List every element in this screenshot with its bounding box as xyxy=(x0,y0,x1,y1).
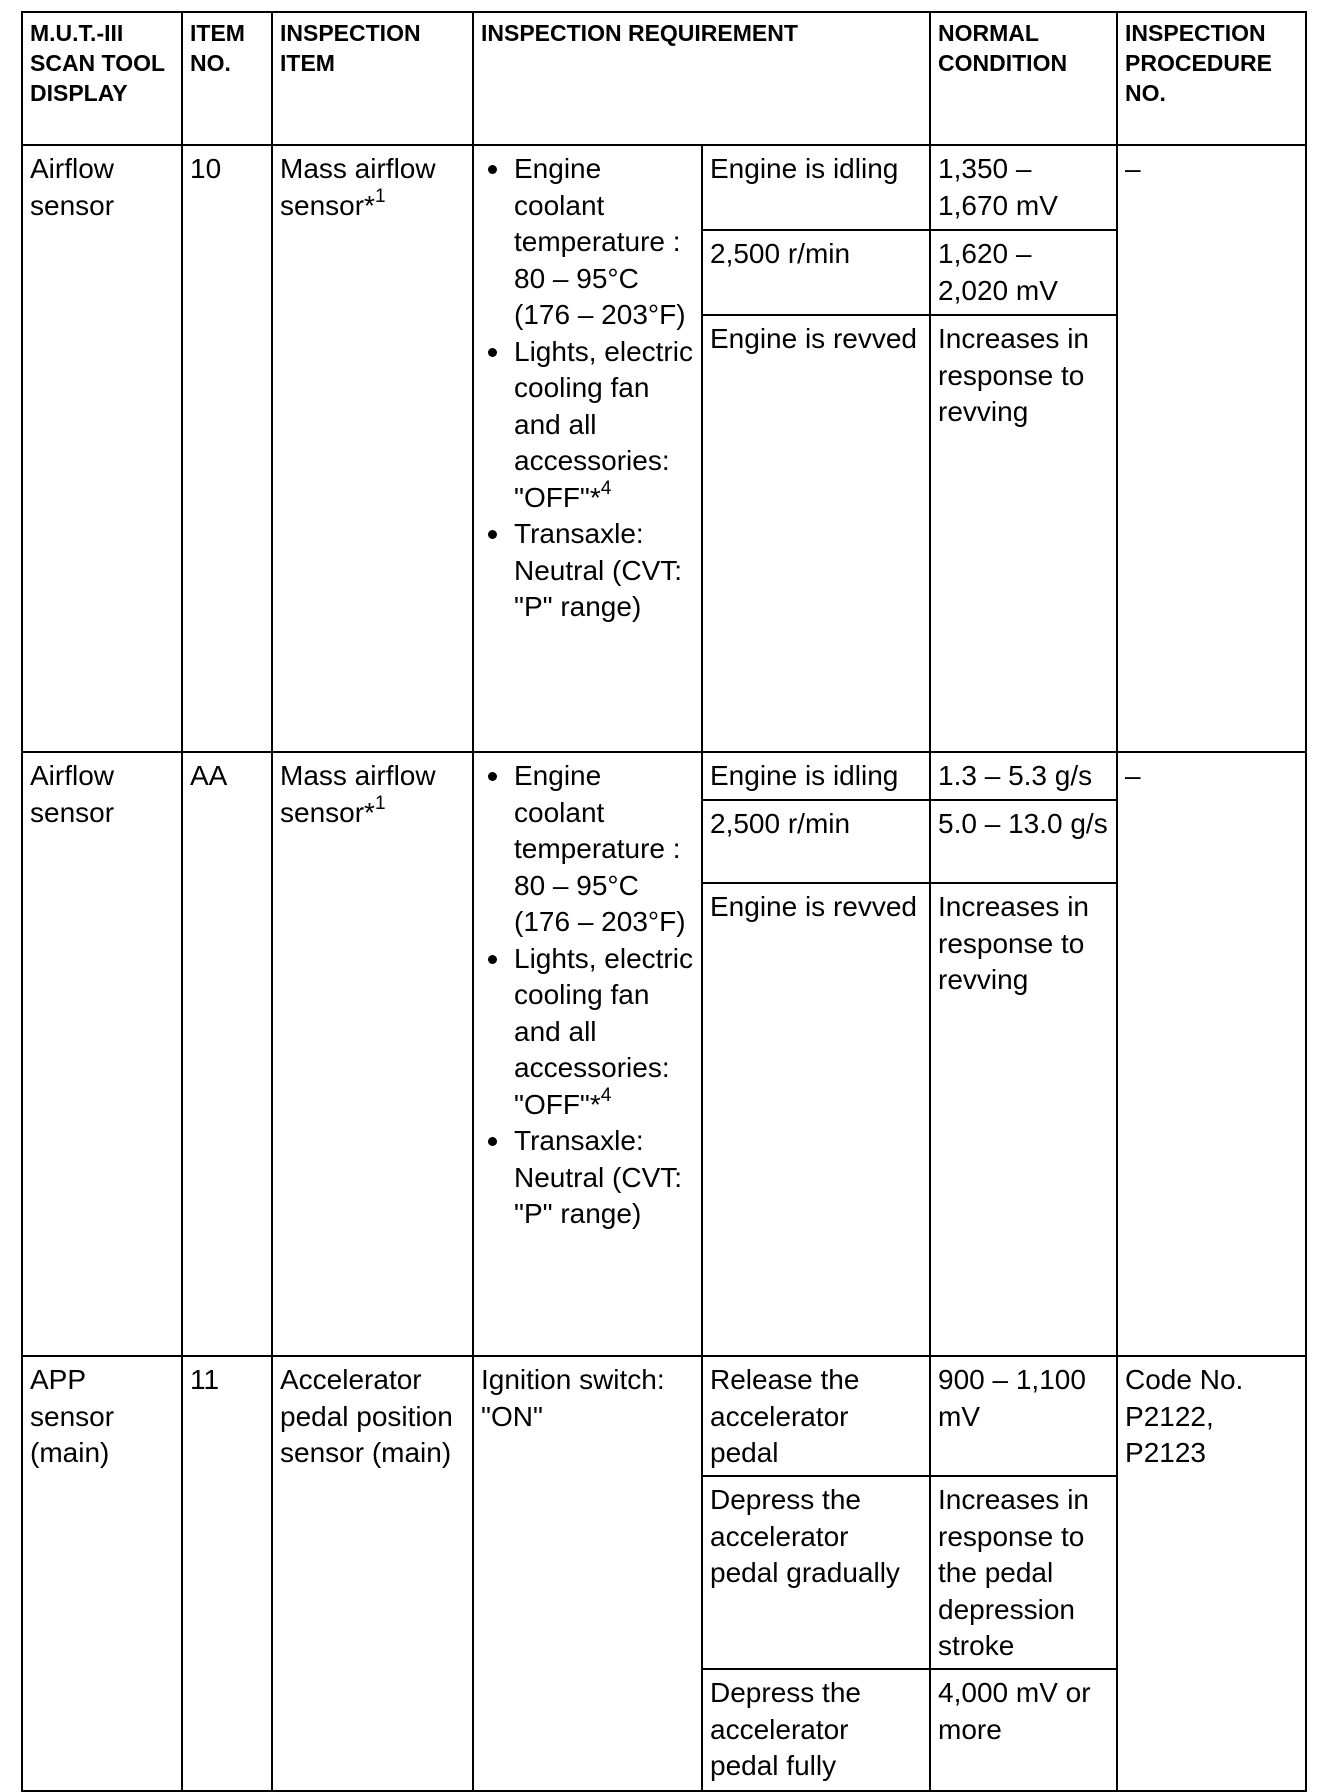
condition-item xyxy=(481,151,694,334)
normal-condition-cell: 4,000 mV or more xyxy=(930,1669,1117,1791)
requirement-conditions-cell xyxy=(473,752,702,1356)
normal-condition-cell: 5.0 – 13.0 g/s xyxy=(930,800,1117,883)
normal-condition-cell: 1,620 – 2,020 mV xyxy=(930,230,1117,315)
normal-condition-cell: Increases in response to revving xyxy=(930,315,1117,752)
normal-condition-cell: Increases in response to the pedal depression stroke xyxy=(930,1476,1117,1669)
procedure-cell: Code No. P2122, P2123 xyxy=(1117,1356,1306,1791)
header-inspection-item: INSPECTION ITEM xyxy=(272,12,473,145)
condition-text: Transaxle: Neutral (CVT: "P" range) xyxy=(514,1125,683,1229)
condition-text: Engine coolant temperature : 80 – 95°C (176 – 203°F) xyxy=(514,153,686,330)
condition-list xyxy=(481,151,694,626)
condition-text: Engine coolant temperature : 80 – 95°C (176 – 203°F) xyxy=(514,760,686,937)
header-normal-condition: NORMAL CONDITION xyxy=(930,12,1117,145)
requirement-state-cell: Release the accelerator pedal xyxy=(702,1356,930,1476)
footnote-ref: 4 xyxy=(600,1085,612,1107)
condition-text: Lights, electric cooling fan and all accessories: "OFF"* xyxy=(514,942,693,1120)
procedure-cell: – xyxy=(1117,752,1306,1356)
header-item-no: ITEM NO. xyxy=(182,12,272,145)
header-scan-tool-display: M.U.T.-III SCAN TOOL DISPLAY xyxy=(22,12,182,145)
header-inspection-procedure: INSPECTION PROCEDURE NO. xyxy=(1117,12,1306,145)
inspection-table xyxy=(21,11,1307,1792)
footnote-ref: 1 xyxy=(374,793,386,815)
requirement-state-cell: Depress the accelerator pedal gradually xyxy=(702,1476,930,1669)
condition-item xyxy=(481,334,694,517)
normal-condition-cell: 1.3 – 5.3 g/s xyxy=(930,752,1117,800)
requirement-state-cell: Engine is idling xyxy=(702,752,930,800)
header-inspection-requirement: INSPECTION REQUIREMENT xyxy=(473,12,930,145)
requirement-state-cell: Engine is revved xyxy=(702,883,930,1356)
requirement-state-cell: 2,500 r/min xyxy=(702,800,930,883)
condition-item xyxy=(481,1123,694,1233)
inspection-item-text: Mass airflow sensor* xyxy=(280,760,436,828)
condition-item xyxy=(481,941,694,1124)
footnote-ref: 1 xyxy=(374,186,386,208)
condition-text: Transaxle: Neutral (CVT: "P" range) xyxy=(514,518,683,622)
normal-condition-cell: 1,350 – 1,670 mV xyxy=(930,145,1117,230)
condition-item xyxy=(481,516,694,626)
scan-tool-display-cell: Airflow sensor xyxy=(22,752,182,1356)
inspection-item-cell xyxy=(272,145,473,752)
requirement-state-cell: Engine is idling xyxy=(702,145,930,230)
condition-list xyxy=(481,758,694,1233)
inspection-item-cell xyxy=(272,752,473,1356)
inspection-item-cell: Accelerator pedal position sensor (main) xyxy=(272,1356,473,1791)
footnote-ref: 4 xyxy=(600,478,612,500)
scan-tool-display-cell: APP sensor (main) xyxy=(22,1356,182,1791)
condition-text: Lights, electric cooling fan and all accessories: "OFF"* xyxy=(514,335,693,513)
item-no-cell: 11 xyxy=(182,1356,272,1791)
procedure-cell: – xyxy=(1117,145,1306,752)
table-row xyxy=(22,752,1306,800)
requirement-conditions-cell xyxy=(473,145,702,752)
condition-item xyxy=(481,758,694,941)
scan-tool-display-cell: Airflow sensor xyxy=(22,145,182,752)
table-row xyxy=(22,1356,1306,1476)
requirement-state-cell: 2,500 r/min xyxy=(702,230,930,315)
normal-condition-cell: Increases in response to revving xyxy=(930,883,1117,1356)
requirement-conditions-cell: Ignition switch: "ON" xyxy=(473,1356,702,1791)
header-row xyxy=(22,12,1306,145)
requirement-state-cell: Engine is revved xyxy=(702,315,930,752)
item-no-cell: AA xyxy=(182,752,272,1356)
normal-condition-cell: 900 – 1,100 mV xyxy=(930,1356,1117,1476)
item-no-cell: 10 xyxy=(182,145,272,752)
requirement-state-cell: Depress the accelerator pedal fully xyxy=(702,1669,930,1791)
table-row xyxy=(22,145,1306,230)
inspection-item-text: Mass airflow sensor* xyxy=(280,153,436,221)
